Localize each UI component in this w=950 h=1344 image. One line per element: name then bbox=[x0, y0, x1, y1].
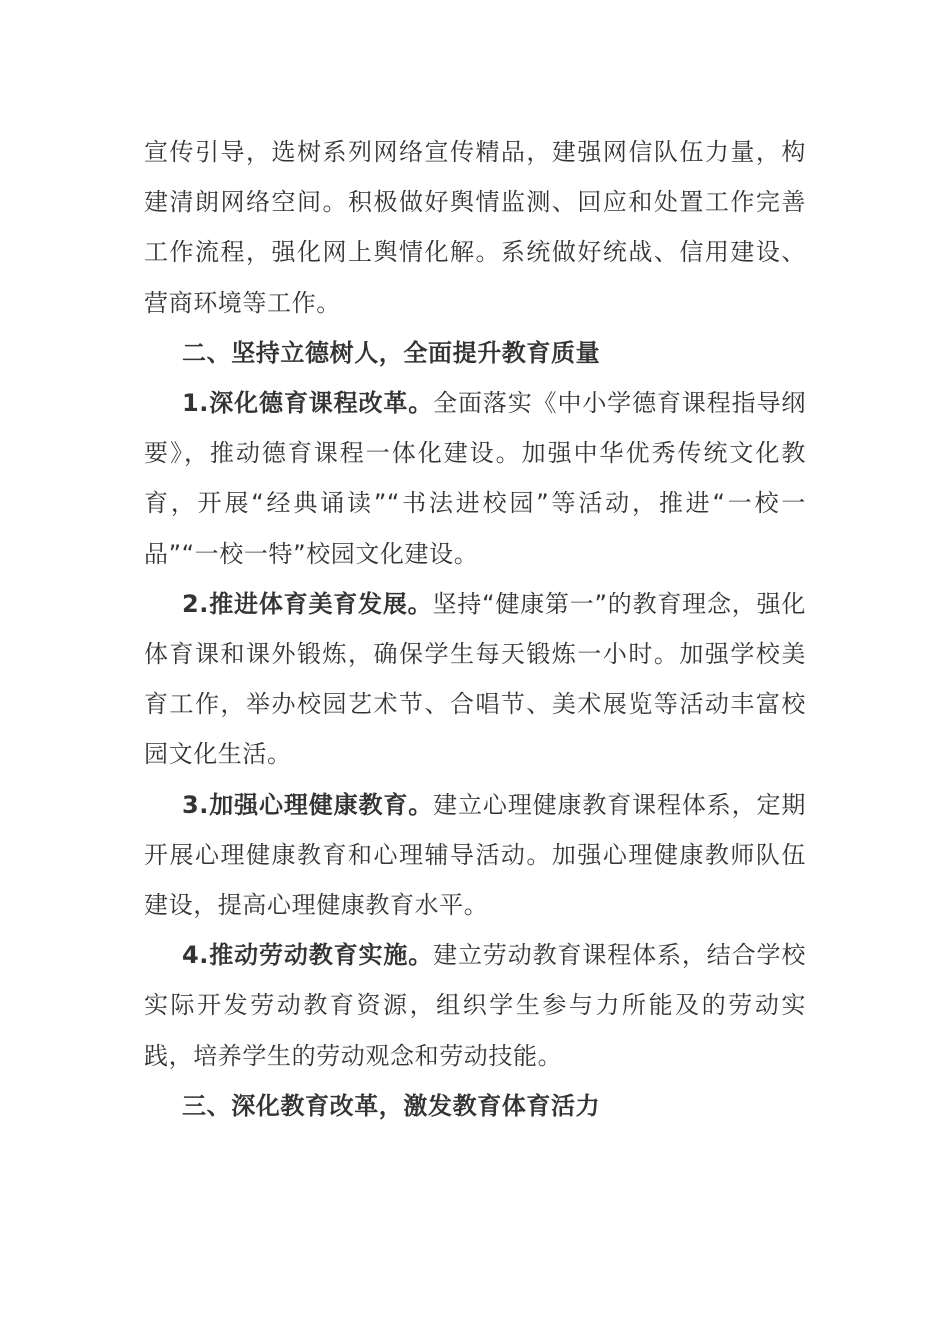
section-heading-2 bbox=[144, 328, 806, 378]
paragraph-text: 全面落实《中小学德育课程指导纲要》，推动德育课程一体化建设。加强中华优秀传统文化教育，开展“经典诵读”“书法进校园”等活动，推进“一校一品”“一校一特”校园文化建设。 bbox=[144, 389, 807, 568]
item-lead: 1.深化德育课程改革。 bbox=[182, 389, 434, 418]
item-lead: 2.推进体育美育发展。 bbox=[182, 589, 433, 618]
paragraph-text: 建立劳动教育课程体系，结合学校实际开发劳动教育资源，组织学生参与力所能及的劳动实践，培养学生的劳动观念和劳动技能。 bbox=[144, 941, 807, 1070]
paragraph-item-4 bbox=[144, 930, 806, 1081]
paragraph-item-1 bbox=[144, 378, 806, 579]
paragraph-item-3 bbox=[144, 780, 806, 931]
heading-text: 二、坚持立德树人，全面提升教育质量 bbox=[182, 338, 601, 367]
heading-text: 三、深化教育改革，激发教育体育活力 bbox=[182, 1091, 601, 1120]
paragraph-text: 坚持“健康第一”的教育理念，强化体育课和课外锻炼，确保学生每天锻炼一小时。加强学校美育工作，举办校园艺术节、合唱节、美术展览等活动丰富校园文化生活。 bbox=[144, 589, 807, 769]
paragraph-continuation bbox=[144, 127, 806, 328]
item-lead: 4.推动劳动教育实施。 bbox=[182, 941, 434, 970]
paragraph-item-2 bbox=[144, 579, 806, 780]
item-lead: 3.加强心理健康教育。 bbox=[182, 790, 434, 819]
section-heading-3 bbox=[144, 1081, 806, 1131]
paragraph-text: 建立心理健康教育课程体系，定期开展心理健康教育和心理辅导活动。加强心理健康教师队伍建设，提高心理健康教育水平。 bbox=[144, 790, 807, 920]
document-body bbox=[144, 127, 806, 1131]
paragraph-text: 宣传引导，选树系列网络宣传精品，建强网信队伍力量，构建清朗网络空间。积极做好舆情监测、回应和处置工作完善工作流程，强化网上舆情化解。系统做好统战、信用建设、营商环境等工作。 bbox=[144, 138, 806, 317]
